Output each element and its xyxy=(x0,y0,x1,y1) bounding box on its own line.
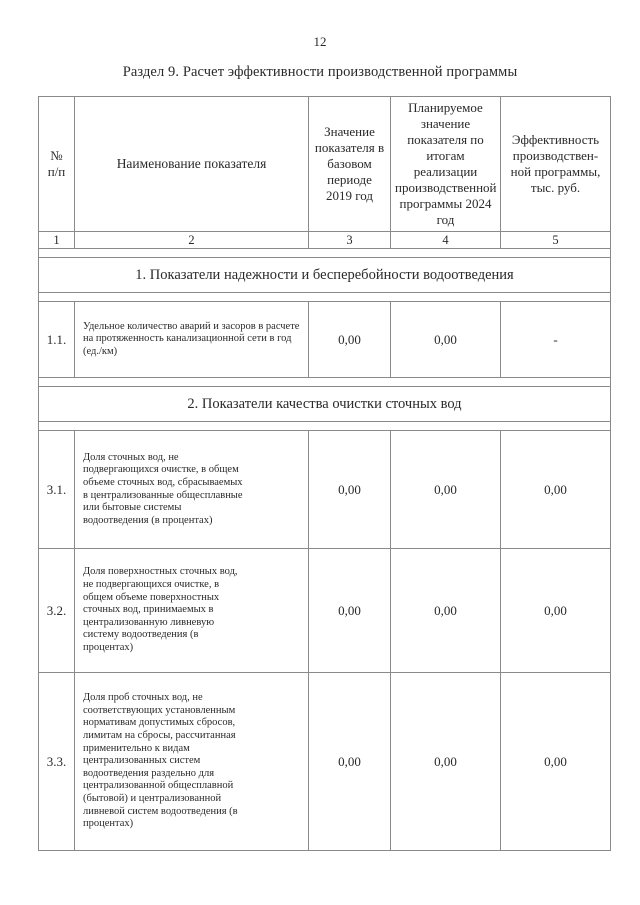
efficiency-value: - xyxy=(501,302,611,378)
column-number: 5 xyxy=(501,232,611,249)
spacer xyxy=(39,293,611,302)
column-number-row xyxy=(39,232,611,249)
table-row xyxy=(39,431,611,549)
column-number: 2 xyxy=(75,232,309,249)
page-number: 12 xyxy=(313,34,327,49)
indicator-name: Доля сточных вод, не подвергающихся очистке, в общем объеме сточных вод, сбрасываемых в централизованные общесплавные или бытовые системы водоотведения (в процентах) xyxy=(75,431,309,549)
table-row xyxy=(39,673,611,851)
indicator-name: Доля проб сточных вод, не соответствующих установленным нормативам допустимых сбросов, лимитам на сбросы, рассчитанная применительно к видам централизованных систем водоотведения раздельно для централизованной общесплавной (бытовой) и централизованной ливневой систем водоотведения (в процентах) xyxy=(75,673,309,851)
spacer xyxy=(39,422,611,431)
section-1-title: 1. Показатели надежности и бесперебойности водоотведения xyxy=(39,258,611,293)
efficiency-value: 0,00 xyxy=(501,549,611,673)
header-base-value: Значение показателя в базовом периоде 2019 год xyxy=(309,97,391,232)
column-number: 1 xyxy=(39,232,75,249)
table-row xyxy=(39,302,611,378)
efficiency-value: 0,00 xyxy=(501,673,611,851)
table-header-row xyxy=(39,97,611,232)
row-number: 3.1. xyxy=(39,431,75,549)
planned-value: 0,00 xyxy=(391,302,501,378)
row-number: 3.3. xyxy=(39,673,75,851)
header-efficiency: Эффективность производствен-ной программы, тыс. руб. xyxy=(501,97,611,232)
planned-value: 0,00 xyxy=(391,673,501,851)
row-number: 1.1. xyxy=(39,302,75,378)
base-value: 0,00 xyxy=(309,549,391,673)
row-number: 3.2. xyxy=(39,549,75,673)
spacer xyxy=(39,378,611,387)
column-number: 3 xyxy=(309,232,391,249)
section-2-title: 2. Показатели качества очистки сточных вод xyxy=(39,387,611,422)
section-heading-row xyxy=(39,258,611,293)
base-value: 0,00 xyxy=(309,673,391,851)
spacer xyxy=(39,249,611,258)
planned-value: 0,00 xyxy=(391,431,501,549)
efficiency-value: 0,00 xyxy=(501,431,611,549)
header-indicator-name: Наименование показателя xyxy=(75,97,309,232)
section-heading-row xyxy=(39,387,611,422)
base-value: 0,00 xyxy=(309,431,391,549)
indicator-name: Доля поверхностных сточных вод, не подвергающихся очистке, в общем объеме поверхностных сточных вод, принимаемых в централизованную ливневую систему водоотведения (в процентах) xyxy=(75,549,309,673)
header-planned-value: Планируемое значение показателя по итогам реализации производственной программы 2024 год xyxy=(391,97,501,232)
table-row xyxy=(39,549,611,673)
planned-value: 0,00 xyxy=(391,549,501,673)
base-value: 0,00 xyxy=(309,302,391,378)
document-title: Раздел 9. Расчет эффективности производственной программы xyxy=(122,64,518,80)
header-number: № п/п xyxy=(39,97,75,232)
efficiency-table xyxy=(38,96,611,851)
column-number: 4 xyxy=(391,232,501,249)
indicator-name: Удельное количество аварий и засоров в расчете на протяженность канализационной сети в год (ед./км) xyxy=(75,302,309,378)
